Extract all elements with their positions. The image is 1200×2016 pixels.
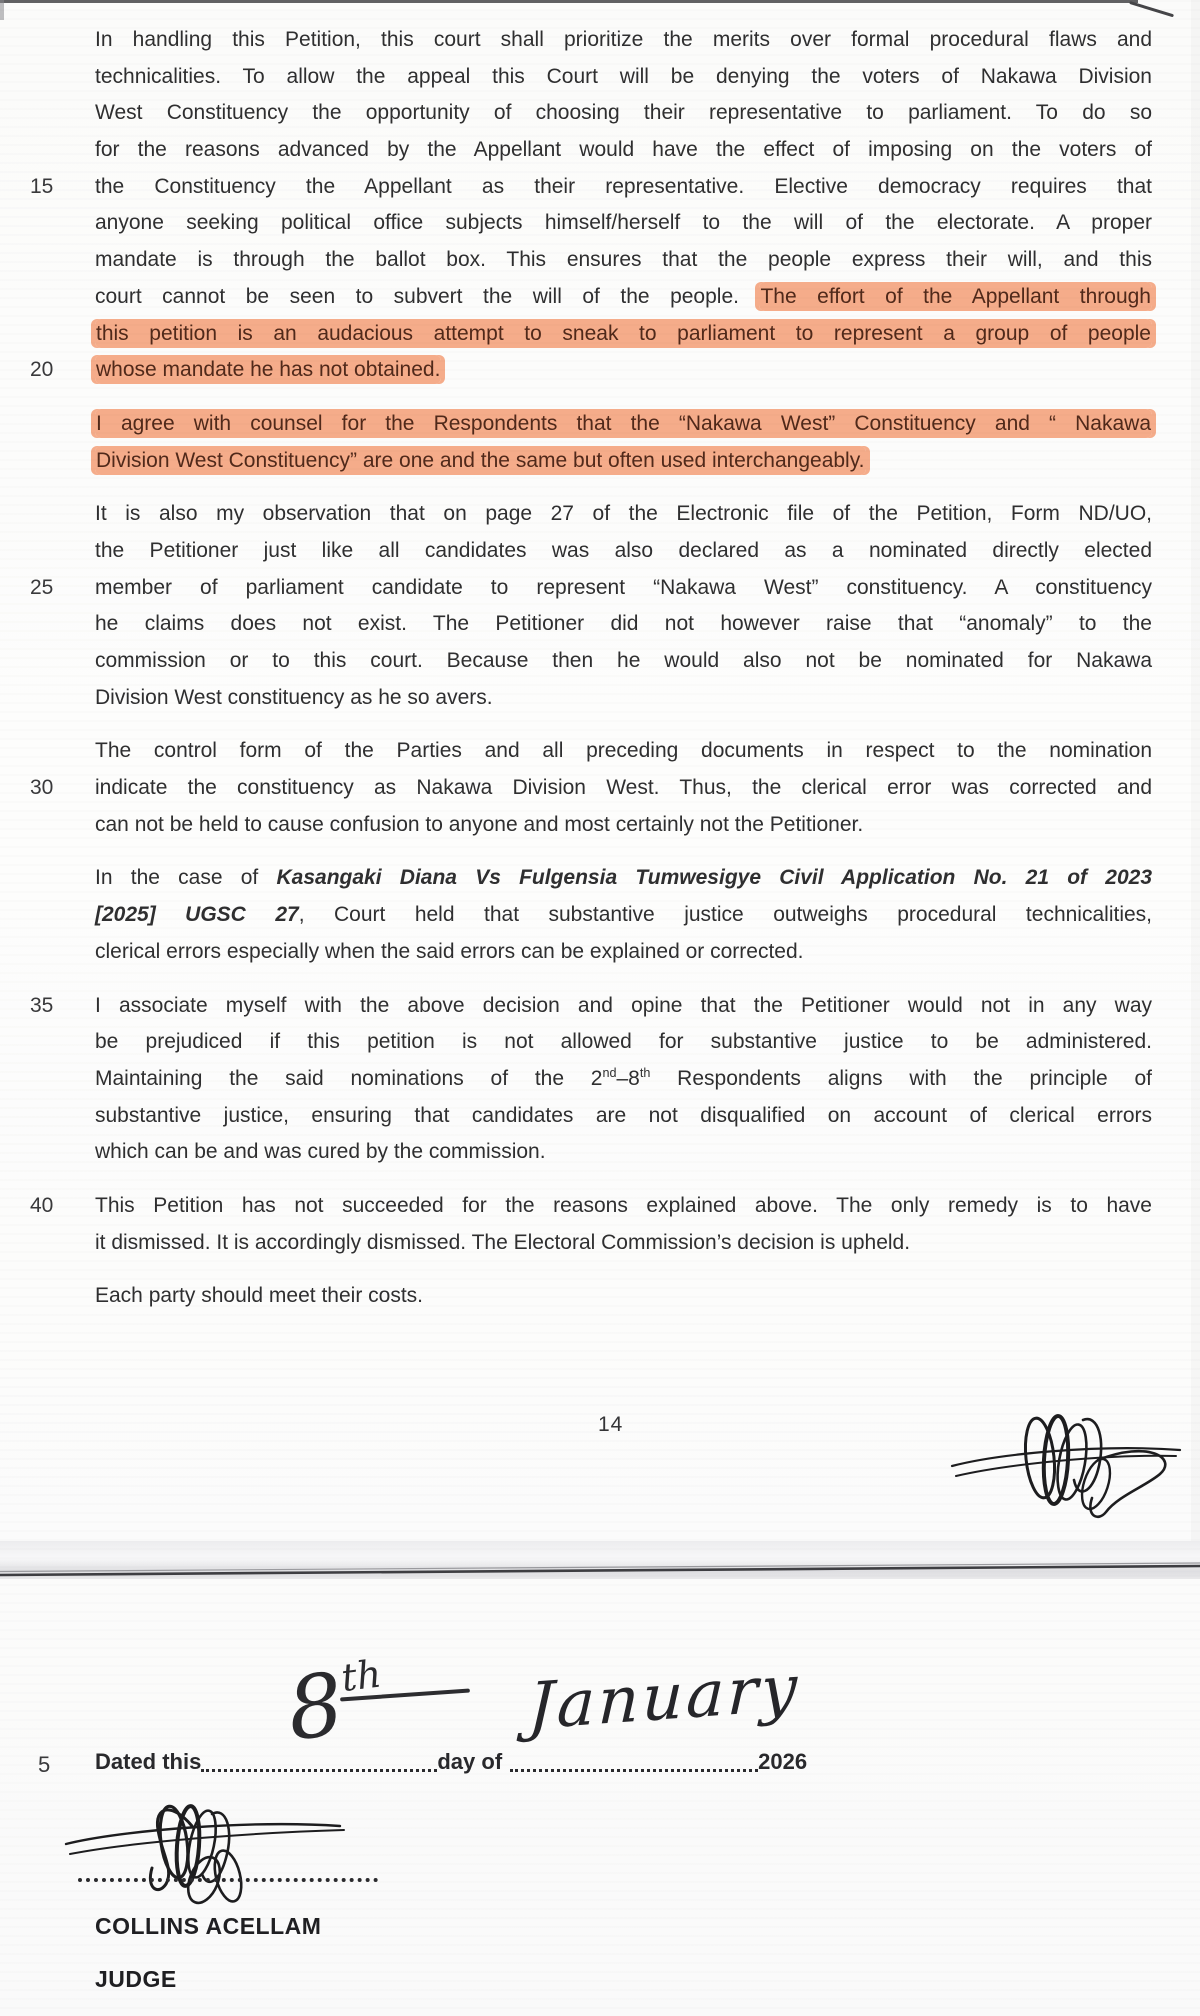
text-segment: substantive justice, ensuring that candidates are not disqualified on account of clerical errors (95, 1103, 1152, 1127)
text-line (95, 570, 1152, 607)
text-line (95, 95, 1152, 132)
dated-line (95, 1747, 807, 1777)
paragraph (95, 733, 1152, 843)
text-line (95, 169, 1152, 206)
judge-signature-scribble-icon (948, 1400, 1188, 1528)
margin-line-number: 25 (30, 576, 54, 599)
text-line (95, 22, 1152, 59)
handwritten-month: January (527, 1651, 802, 1745)
signatory-title: JUDGE (95, 1966, 177, 1992)
text-segment: Division West constituency as he so avers. (95, 685, 493, 709)
scan-edge-artifact (0, 0, 1138, 3)
page-break-band (0, 1541, 1200, 1579)
text-segment: indicate the constituency as Nakawa Division West. Thus, the clerical error was corrected and (95, 776, 1152, 800)
text-segment: nd (602, 1065, 617, 1080)
signature-dotted-line (78, 1858, 378, 1882)
text-segment: , Court held that substantive justice outweighs procedural technicalities, (298, 903, 1152, 927)
text-segment: it dismissed. It is accordingly dismissed. The Electoral Commission’s decision is upheld. (95, 1230, 911, 1254)
text-segment: he claims does not exist. The Petitioner did not however raise that “anomaly” to the (95, 612, 1152, 636)
text-line (95, 1134, 1152, 1171)
text-line (95, 406, 1152, 443)
dotted-leader (510, 1769, 758, 1772)
text-segment: The control form of the Parties and all preceding documents in respect to the nomination (95, 739, 1152, 763)
paragraph (95, 988, 1152, 1171)
text-segment: [2025] UGSC 27 (95, 903, 299, 927)
text-line (95, 496, 1152, 533)
handwritten-day-suffix: th (338, 1651, 384, 1700)
text-line (95, 934, 1152, 971)
text-segment: I associate myself with the above decision and opine that the Petitioner would not in any way (95, 993, 1152, 1017)
text-line (95, 606, 1152, 643)
text-segment: technicalities. To allow the appeal this Court will be denying the voters of Nakawa Division (95, 64, 1152, 88)
text-segment: –8 (616, 1066, 640, 1090)
text-line (95, 533, 1152, 570)
text-line (95, 643, 1152, 680)
text-line (95, 59, 1152, 96)
text-line (95, 988, 1152, 1025)
text-line (95, 680, 1152, 717)
text-segment: mandate is through the ballot box. This ensures that the people express their will, and this (95, 248, 1152, 272)
highlighted-text: Division West Constituency” are one and the same but often used interchangeably. (95, 446, 866, 475)
text-segment: In the case of (95, 866, 277, 890)
text-line (95, 242, 1152, 279)
text-line (95, 860, 1152, 897)
text-segment: which can be and was cured by the commission. (95, 1140, 546, 1164)
text-segment: be prejudiced if this petition is not allowed for substantive justice to be administered. (95, 1030, 1152, 1054)
text-segment: Maintaining the said nominations of the 2 (95, 1066, 603, 1090)
margin-line-number: 5 (38, 1752, 51, 1777)
text-segment: the Constituency the Appellant as their representative. Elective democracy requires that (95, 174, 1152, 198)
text-segment: anyone seeking political office subjects himself/herself to the will of the electorate. A proper (95, 211, 1152, 235)
highlighted-text: I agree with counsel for the Respondents that the “Nakawa West” Constituency and “ Nakawa (95, 409, 1152, 438)
text-line (95, 1061, 1152, 1098)
paragraph (95, 860, 1152, 970)
margin-line-number: 15 (30, 175, 54, 198)
handwritten-day-number: 8 (282, 1654, 349, 1761)
handwritten-day (282, 1651, 389, 1761)
paragraph (95, 1188, 1152, 1261)
paragraph (95, 1278, 1152, 1315)
text-segment: court cannot be seen to subvert the will of the people. (95, 284, 760, 308)
highlighted-text: this petition is an audacious attempt to sneak to parliament to represent a group of people (95, 319, 1152, 348)
text-line (95, 1098, 1152, 1135)
dated-prefix: Dated this (95, 1749, 202, 1774)
text-segment: for the reasons advanced by the Appellant would have the effect of imposing on the voters of (95, 138, 1152, 162)
text-segment: member of parliament candidate to represent “Nakawa West” constituency. A constituency (95, 575, 1152, 599)
text-segment: can not be held to cause confusion to anyone and most certainly not the Petitioner. (95, 812, 864, 836)
body-paragraphs (95, 22, 1152, 1332)
margin-line-number: 30 (30, 776, 54, 799)
text-line (95, 1188, 1152, 1225)
text-segment: commission or to this court. Because then he would also not be nominated for Nakawa (95, 649, 1152, 672)
text-line (95, 132, 1152, 169)
page-number: 14 (598, 1413, 624, 1436)
scan-edge-shading (1191, 0, 1200, 1545)
text-line (95, 1024, 1152, 1061)
text-line (95, 1278, 1152, 1315)
paragraph (95, 22, 1152, 389)
signatory-name: COLLINS ACELLAM (95, 1913, 322, 1939)
margin-line-number: 20 (30, 358, 54, 381)
dated-year: 2026 (758, 1749, 808, 1774)
text-line (95, 316, 1152, 353)
judge-signature-scribble-icon (62, 1796, 352, 1912)
highlighted-text: whose mandate he has not obtained. (95, 355, 441, 384)
dotted-leader (201, 1769, 437, 1772)
text-line (95, 897, 1152, 934)
text-line (95, 279, 1152, 316)
paragraph (95, 406, 1152, 479)
paragraph (95, 496, 1152, 716)
text-segment: th (639, 1065, 651, 1080)
text-segment: In handling this Petition, this court shall prioritize the merits over formal procedural flaws and (95, 28, 1152, 51)
text-segment: Each party should meet their costs. (95, 1284, 423, 1308)
text-line (95, 733, 1152, 770)
text-line (95, 205, 1152, 242)
text-line (95, 770, 1152, 807)
text-line (95, 1225, 1152, 1262)
scan-edge-artifact (1129, 1, 1174, 17)
text-line (95, 443, 1152, 480)
text-line (95, 352, 1152, 389)
highlighted-text: The effort of the Appellant through (759, 282, 1152, 311)
text-segment: West Constituency the opportunity of choosing their representative to parliament. To do so (95, 101, 1152, 125)
text-line (95, 807, 1152, 844)
text-segment: This Petition has not succeeded for the reasons explained above. The only remedy is to have (95, 1193, 1152, 1217)
text-segment: Kasangaki Diana Vs Fulgensia Tumwesigye Civil Application No. 21 of 2023 (276, 866, 1152, 890)
text-segment: Respondents aligns with the principle of (650, 1066, 1152, 1090)
dated-middle: day of (437, 1749, 503, 1774)
margin-line-number: 35 (30, 994, 54, 1017)
text-segment: the Petitioner just like all candidates was also declared as a nominated directly elected (95, 538, 1152, 562)
margin-line-number: 40 (30, 1194, 54, 1217)
text-segment: It is also my observation that on page 27 of the Electronic file of the Petition, Form ND/UO, (95, 502, 1152, 526)
text-segment: clerical errors especially when the said errors can be explained or corrected. (95, 939, 804, 963)
scan-edge-artifact (0, 0, 4, 20)
